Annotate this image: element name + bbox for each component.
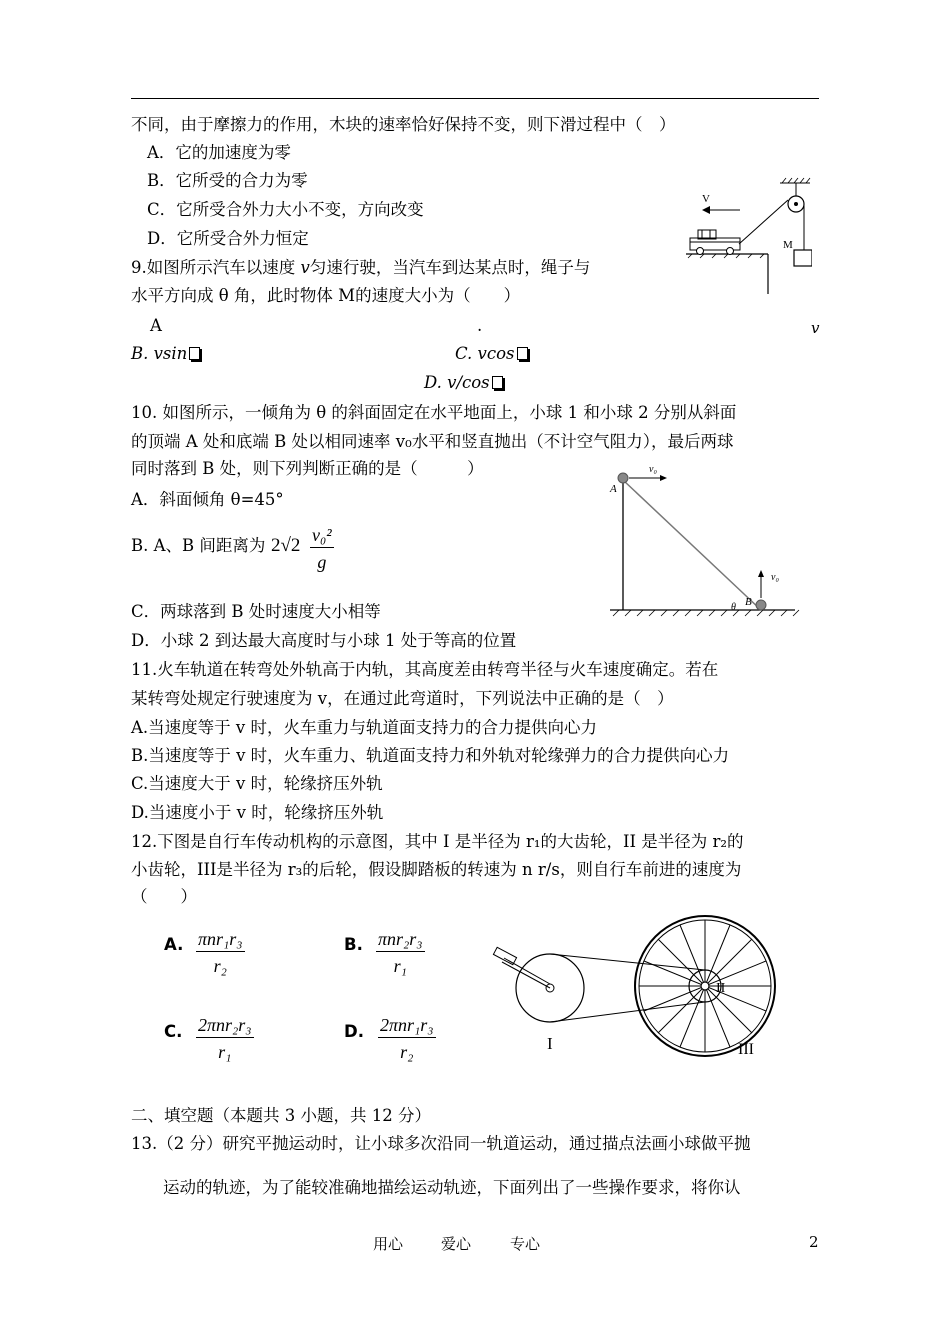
missing-glyph-icon	[492, 376, 503, 389]
angle-theta-label: θ	[731, 602, 736, 613]
v0-side-label: v₀	[771, 572, 779, 583]
q10-formula-fraction	[310, 524, 334, 573]
q8-stem-line: 不同，由于摩擦力的作用，木块的速率恰好保持不变，则下滑过程中（ ）	[131, 115, 676, 134]
ball-1-icon	[618, 473, 628, 483]
ball-2-icon	[756, 600, 766, 610]
missing-glyph-icon	[189, 347, 200, 360]
q12-option-b-fraction	[376, 928, 425, 977]
q9-stem-a: 9.如图所示汽车以速度	[131, 258, 301, 277]
car-icon	[690, 230, 740, 255]
q10-formula-coef: 2√2	[271, 535, 301, 556]
q12-stem-line-2: 小齿轮，III是半径为 r₃的后轮，假设脚踏板的转速为 n r/s，则自行车前进的速度为	[131, 860, 742, 879]
q10-stem-line-3: 同时落到 B 处，则下列判断正确的是（ ）	[131, 459, 484, 478]
page-number: 2	[809, 1233, 819, 1251]
q9-stem-c: 匀速行驶，当汽车到达某点时，绳子与	[309, 258, 591, 277]
q10-stem-line-1: 10. 如图所示，一倾角为 θ 的斜面固定在水平地面上，小球 1 和小球 2 分别从斜面	[131, 403, 737, 422]
q11-option-b: B.当速度等于 v 时，火车重力、轨道面支持力和外轨对轮缘弹力的合力提供向心力	[131, 746, 730, 765]
q12-option-a-denominator: r₂	[213, 956, 227, 976]
q10-formula-denominator: g	[317, 552, 327, 572]
q12-option-d-numerator: 2πnr₁r₃	[380, 1015, 434, 1035]
section-2-heading: 二、填空题（本题共 3 小题，共 12 分）	[131, 1106, 431, 1125]
q12-option-d-denominator: r₂	[400, 1042, 414, 1062]
q13-stem-line-1: 13.（2 分）研究平抛运动时，让小球多次沿同一轨道运动，通过描点法画小球做平抛	[131, 1134, 751, 1153]
q11-option-d: D.当速度小于 v 时，轮缘挤压外轨	[131, 803, 384, 822]
q12-stem-line-1: 12.下图是自行车传动机构的示意图，其中 I 是半径为 r₁的大齿轮，II 是半径为 r₂的	[131, 832, 744, 851]
footer-word-3: 专心	[510, 1235, 541, 1253]
q10-option-b: B. A、B 间距离为	[131, 536, 266, 555]
gear-i-label: I	[547, 1034, 553, 1053]
q12-option-b-denominator: r₁	[393, 956, 407, 976]
q9-option-b-text: B. vsin	[131, 344, 188, 363]
q9-stem-v: v	[300, 258, 310, 277]
v0-top-label: v₀	[649, 464, 657, 475]
q12-stem-line-3: （ ）	[131, 887, 197, 906]
footer-word-1: 用心	[373, 1235, 404, 1253]
q12-option-c-label: C.	[164, 1022, 183, 1041]
q9-stem-line-2: 水平方向成 θ 角，此时物体 M的速度大小为（ ）	[131, 286, 521, 305]
q9-option-d-text: D. v/cos	[424, 373, 490, 392]
q11-option-c: C.当速度大于 v 时，轮缘挤压外轨	[131, 774, 383, 793]
gear-ii-label: II	[716, 981, 726, 996]
mass-label: M	[783, 239, 793, 251]
mass-block-icon	[794, 250, 812, 266]
q9-stem-line-1	[131, 258, 590, 278]
q12-option-c-denominator: r₁	[218, 1042, 232, 1062]
point-b-label: B	[745, 596, 752, 608]
q9-option-d	[424, 373, 503, 393]
q12-option-b-numerator: πnr₂r₃	[378, 929, 423, 949]
q12-option-d-label: D.	[344, 1022, 364, 1041]
q12-option-a-numerator: πnr₁r₃	[198, 929, 243, 949]
q12-option-c-fraction	[196, 1014, 254, 1063]
point-a-label: A	[610, 483, 617, 495]
q11-stem-line-2: 某转弯处规定行驶速度为 v，在通过此弯道时，下列说法中正确的是（ ）	[131, 689, 674, 708]
q8-option-c: C．它所受合外力大小不变，方向改变	[147, 200, 424, 219]
q10-formula-numerator: v₀²	[312, 525, 332, 545]
q10-option-a: A．斜面倾角 θ=45°	[131, 490, 284, 509]
rear-wheel-icon	[635, 916, 775, 1056]
incline-figure	[605, 460, 805, 625]
q8-option-a: A．它的加速度为零	[147, 143, 291, 162]
q9-option-a: A	[150, 316, 162, 335]
q12-option-a-label: A.	[164, 935, 184, 954]
car-pulley-figure	[682, 176, 812, 298]
wheel-iii-label: III	[738, 1041, 754, 1058]
q10-stem-line-2: 的顶端 A 处和底端 B 处以相同速率 v₀水平和竖直抛出（不计空气阻力），最后两球	[131, 432, 734, 451]
header-rule	[131, 98, 819, 99]
q13-stem-line-2: 运动的轨迹，为了能较准确地描绘运动轨迹，下面列出了一些操作要求，将你认	[163, 1178, 741, 1197]
q12-option-a-fraction	[196, 928, 245, 977]
bicycle-transmission-figure	[490, 902, 790, 1067]
q9-option-c	[455, 344, 528, 364]
velocity-label: V	[702, 193, 710, 205]
q9-option-a-dot: .	[477, 316, 483, 335]
q9-option-c-text: C. vcos	[455, 344, 515, 363]
q8-option-b: B．它所受的合力为零	[147, 171, 308, 190]
q12-option-b-label: B.	[344, 935, 363, 954]
q9-option-a-value: v	[811, 319, 820, 337]
q12-option-d-fraction	[378, 1014, 436, 1063]
q12-option-c-numerator: 2πnr₂r₃	[198, 1015, 252, 1035]
q11-option-a: A.当速度等于 v 时，火车重力与轨道面支持力的合力提供向心力	[131, 718, 597, 737]
q11-stem-line-1: 11.火车轨道在转弯处外轨高于内轨，其高度差由转弯半径与火车速度确定。若在	[131, 660, 719, 679]
q10-option-c: C．两球落到 B 处时速度大小相等	[131, 602, 381, 621]
missing-glyph-icon	[517, 347, 528, 360]
pedal-icon	[493, 947, 516, 964]
q9-option-b	[131, 344, 200, 364]
q8-option-d: D．它所受合外力恒定	[147, 229, 309, 248]
q10-option-d: D．小球 2 到达最大高度时与小球 1 处于等高的位置	[131, 631, 517, 650]
footer-word-2: 爱心	[441, 1235, 472, 1253]
